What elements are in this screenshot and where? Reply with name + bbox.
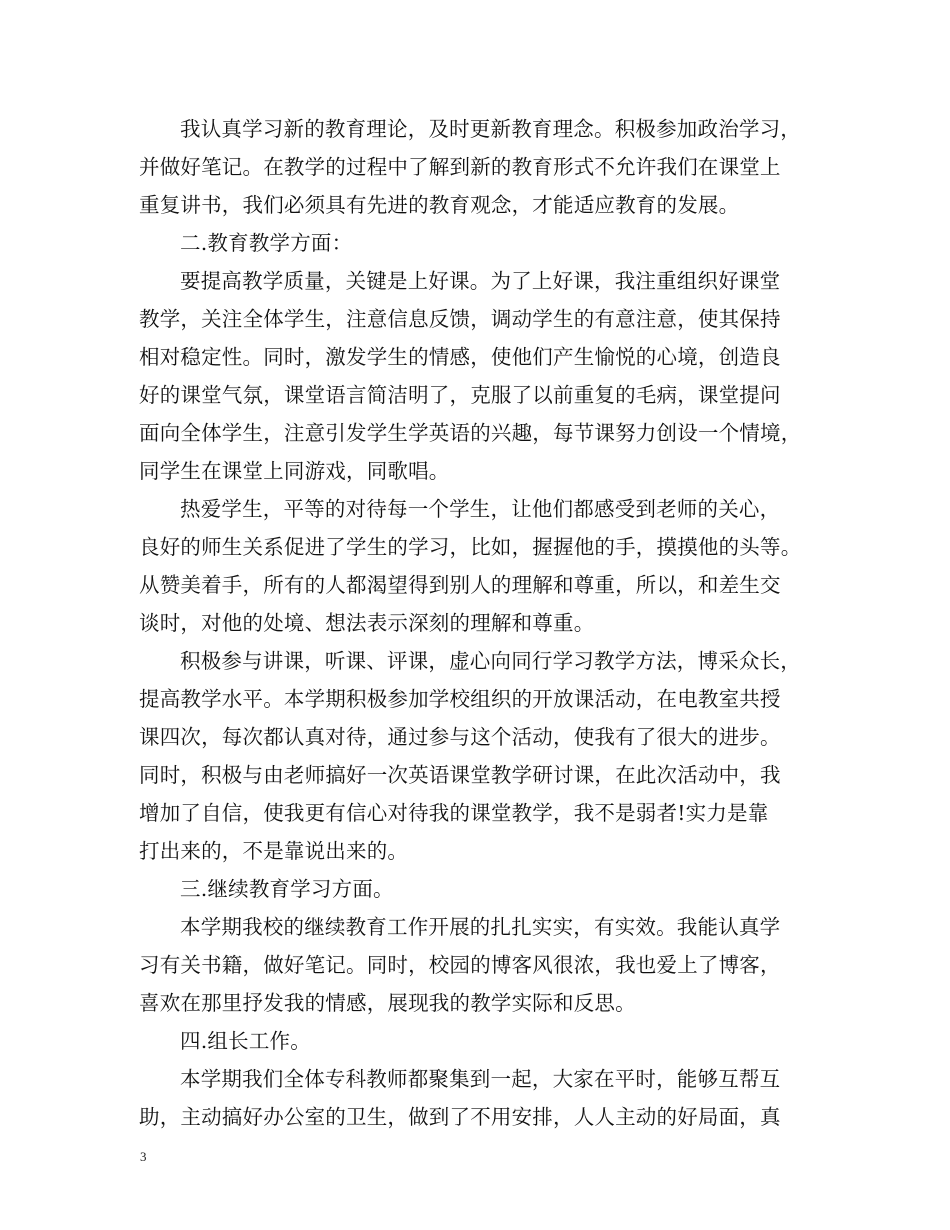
text-line: 面向全体学生，注意引发学生学英语的兴趣，每节课努力创设一个情境， bbox=[139, 421, 802, 445]
text-line: 重复讲书，我们必须具有先进的教育观念，才能适应教育的发展。 bbox=[139, 193, 740, 217]
text-line: 从赞美着手，所有的人都渴望得到别人的理解和尊重，所以，和差生交 bbox=[139, 573, 781, 597]
text-line: 三.继续教育学习方面。 bbox=[180, 877, 394, 901]
text-line: 并做好笔记。在教学的过程中了解到新的教育形式不允许我们在课堂上 bbox=[139, 155, 781, 179]
text-line: 助，主动搞好办公室的卫生，做到了不用安排，人人主动的好局面，真 bbox=[139, 1105, 781, 1129]
text-line: 增加了自信，使我更有信心对待我的课堂教学，我不是弱者!实力是靠 bbox=[139, 801, 769, 825]
text-line: 四.组长工作。 bbox=[180, 1029, 311, 1053]
page-number: 3 bbox=[140, 1149, 147, 1164]
text-line: 同学生在课堂上同游戏，同歌唱。 bbox=[139, 459, 450, 483]
text-line: 本学期我校的继续教育工作开展的扎扎实实，有实效。我能认真学 bbox=[180, 915, 781, 939]
text-line: 习有关书籍，做好笔记。同时，校园的博客风很浓，我也爱上了博客， bbox=[139, 953, 781, 977]
text-line: 我认真学习新的教育理论，及时更新教育理念。积极参加政治学习， bbox=[180, 117, 801, 141]
document-body bbox=[139, 110, 829, 1136]
text-line: 同时，积极与由老师搞好一次英语课堂教学研讨课，在此次活动中，我 bbox=[139, 763, 781, 787]
text-line: 本学期我们全体专科教师都聚集到一起，大家在平时，能够互帮互 bbox=[180, 1067, 781, 1091]
text-line: 打出来的，不是靠说出来的。 bbox=[139, 839, 409, 863]
text-line: 良好的师生关系促进了学生的学习，比如，握握他的手，摸摸他的头等。 bbox=[139, 535, 802, 559]
text-line: 提高教学水平。本学期积极参加学校组织的开放课活动，在电教室共授 bbox=[139, 687, 781, 711]
text-line: 好的课堂气氛，课堂语言简洁明了，克服了以前重复的毛病，课堂提问 bbox=[139, 383, 781, 407]
text-line: 积极参与讲课，听课、评课，虚心向同行学习教学方法，博采众长， bbox=[180, 649, 801, 673]
text-line: 要提高教学质量，关键是上好课。为了上好课，我注重组织好课堂 bbox=[180, 269, 781, 293]
text-line: 二.教育教学方面： bbox=[180, 231, 353, 255]
text-line: 教学，关注全体学生，注意信息反馈，调动学生的有意注意，使其保持 bbox=[139, 307, 781, 331]
text-line: 相对稳定性。同时，激发学生的情感，使他们产生愉悦的心境，创造良 bbox=[139, 345, 781, 369]
text-line: 热爱学生，平等的对待每一个学生，让他们都感受到老师的关心， bbox=[180, 497, 781, 521]
text-line: 谈时，对他的处境、想法表示深刻的理解和尊重。 bbox=[139, 611, 595, 635]
text-line: 喜欢在那里抒发我的情感，展现我的教学实际和反思。 bbox=[139, 991, 636, 1015]
text-line: 课四次，每次都认真对待，通过参与这个活动，使我有了很大的进步。 bbox=[139, 725, 781, 749]
